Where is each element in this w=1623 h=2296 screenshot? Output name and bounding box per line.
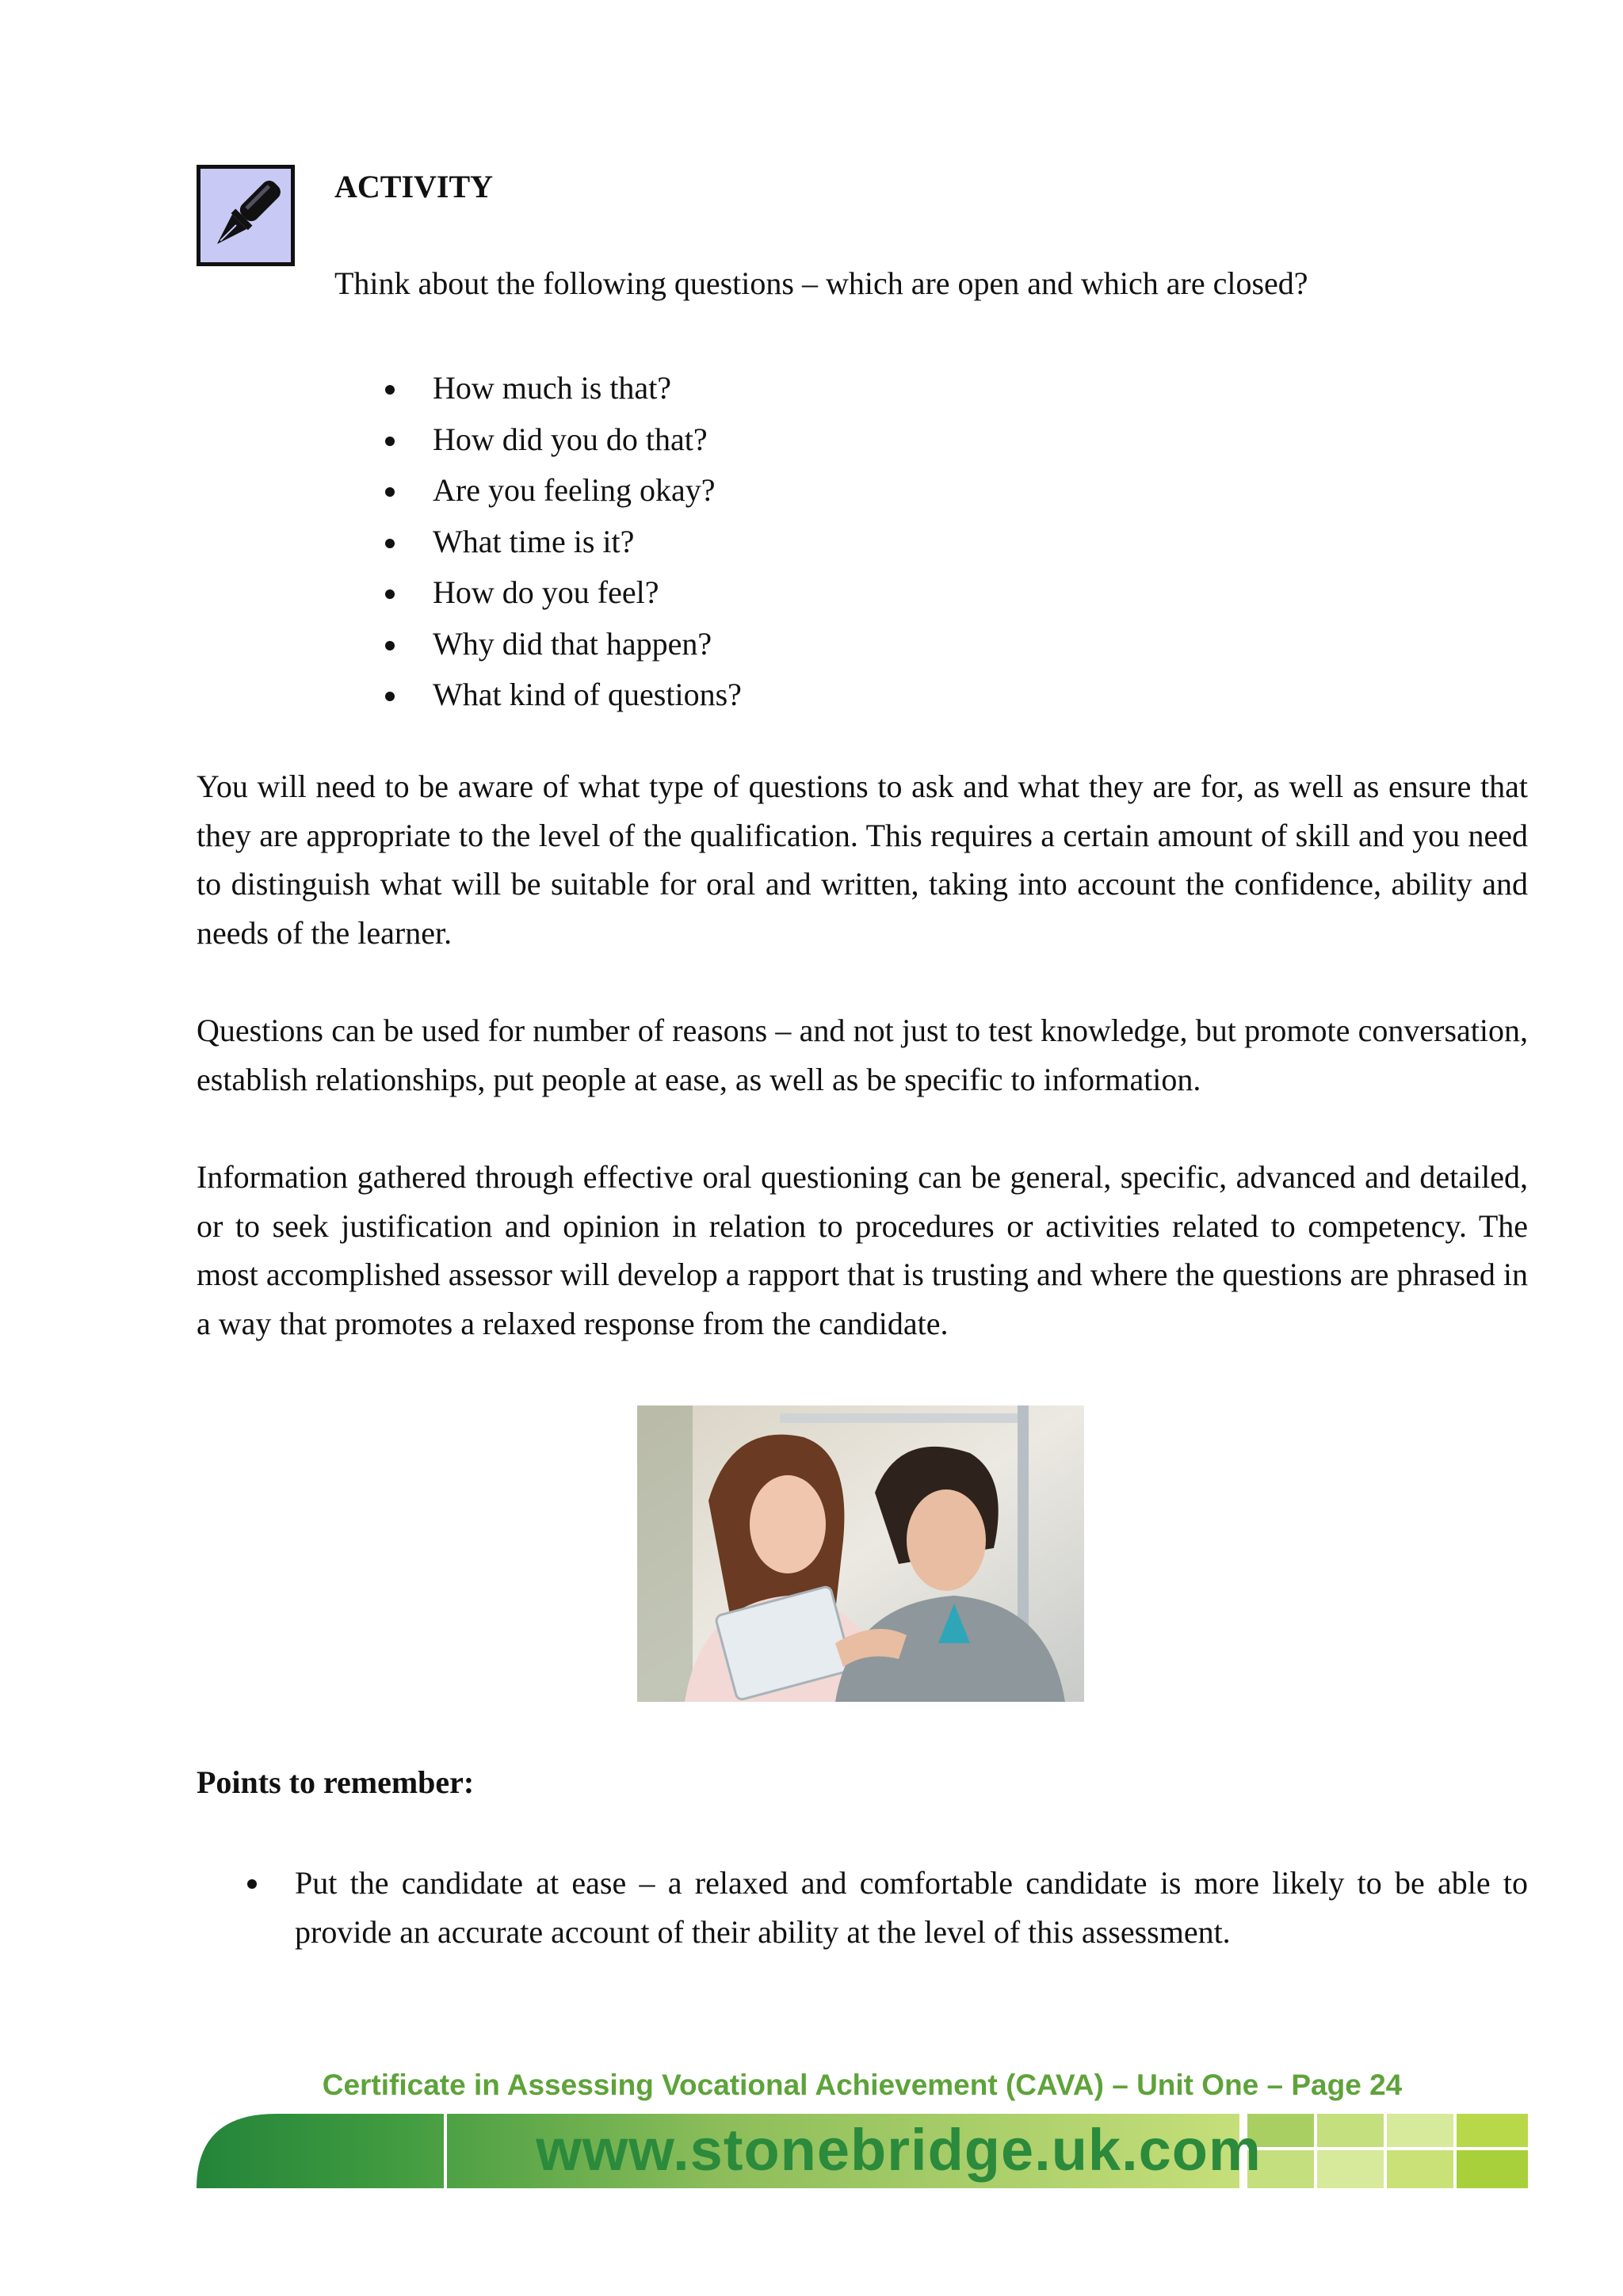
footer-banner <box>197 2114 1528 2188</box>
question-item: How do you feel? <box>385 567 742 619</box>
point-item: Put the candidate at ease – a relaxed and comfortable candidate is more likely to be able to provide an accurate account of their ability at the level of this assessment. <box>197 1859 1528 1957</box>
footer-certificate-line: Certificate in Assessing Vocational Achievement (CAVA) – Unit One – Page 24 <box>322 2069 1403 2101</box>
question-item: How much is that? <box>385 363 742 414</box>
activity-title: ACTIVITY <box>334 169 494 204</box>
points-list <box>197 1859 1528 1957</box>
paragraph-question-reasons: Questions can be used for number of reasons – and not just to test knowledge, but promote conversation, establish relationships, put people at ease, as well as be specific to information. <box>197 1013 1528 1097</box>
question-item: How did you do that? <box>385 414 742 466</box>
activity-intro: Think about the following questions – which are open and which are closed? <box>334 265 1308 301</box>
paragraph-oral-questioning: Information gathered through effective oral questioning can be general, specific, advanced and detailed, or to seek justification and opinion in relation to procedures or activities related to competency. The most accomplished assessor will develop a rapport that is trusting and where the questions are phrased in a way that promotes a relaxed response from the candidate. <box>197 1159 1528 1341</box>
question-list <box>385 363 742 721</box>
question-item: Are you feeling okay? <box>385 465 742 517</box>
question-item: What time is it? <box>385 517 742 568</box>
fountain-pen-icon <box>197 165 295 266</box>
two-women-reviewing-document-photo <box>637 1405 1084 1702</box>
paragraph-question-types: You will need to be aware of what type of questions to ask and what they are for, as well as ensure that they are appropriate to the level of the qualification. This requires a certain amount of skill and you need to distinguish what will be suitable for oral and written, taking into account the confidence, ability and needs of the learner. <box>197 769 1528 951</box>
question-item: Why did that happen? <box>385 619 742 670</box>
website-url[interactable]: www.stonebridge.uk.com <box>536 2117 1262 2183</box>
question-item: What kind of questions? <box>385 669 742 721</box>
points-heading: Points to remember: <box>197 1764 475 1800</box>
